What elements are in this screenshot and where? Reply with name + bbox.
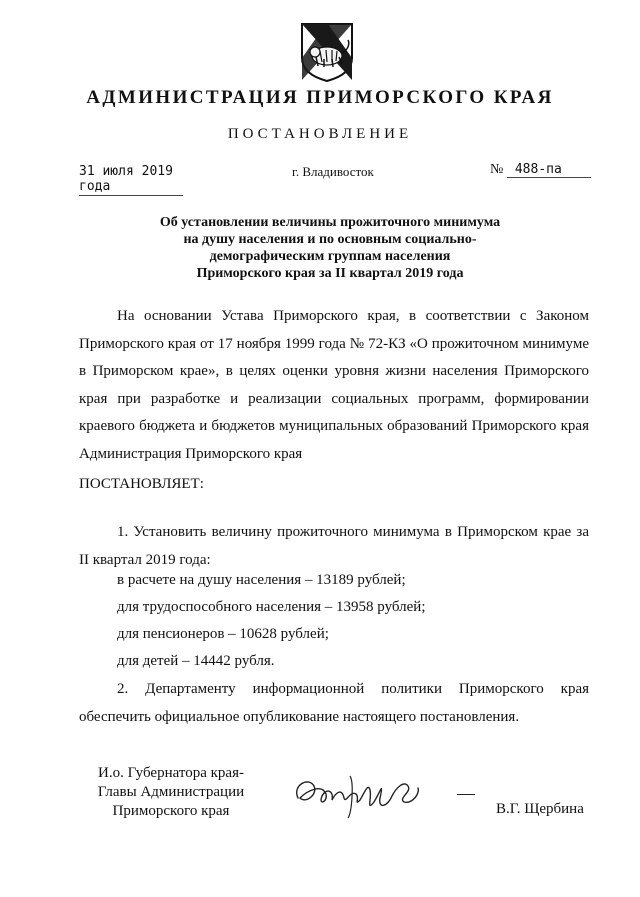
signature-dash	[457, 794, 475, 795]
title-line: демографическим группам населения	[209, 249, 451, 264]
signatory-name: В.Г. Щербина	[496, 801, 584, 817]
document-title	[80, 214, 580, 282]
item-2: 2. Департаменту информационной политики Приморского края обеспечить официальное опубликование настоящего постановления.	[79, 681, 589, 725]
coat-of-arms-icon	[298, 22, 356, 82]
document-date: 31 июля 2019 года	[79, 164, 183, 196]
subitem-pensioners: для пенсионеров – 10628 рублей;	[117, 626, 329, 642]
handwritten-signature	[288, 768, 438, 820]
signatory-title-line: Приморского края	[112, 803, 230, 819]
title-line: на душу населения и по основным социально-	[183, 232, 477, 247]
item-1: 1. Установить величину прожиточного минимума в Приморском крае за II квартал 2019 года:	[79, 524, 589, 568]
document-type: ПОСТАНОВЛЕНИЕ	[227, 126, 413, 142]
document-number	[490, 162, 591, 178]
number-sign: №	[490, 162, 504, 177]
number-value: 488-па	[507, 162, 591, 178]
signatory-title-line: Главы Администрации	[97, 784, 245, 800]
subitem-per-capita: в расчете на душу населения – 13189 рублей;	[117, 572, 406, 588]
document-city: г. Владивосток	[292, 164, 374, 179]
resolves-heading: ПОСТАНОВЛЯЕТ:	[79, 476, 204, 492]
title-line: Приморского края за II квартал 2019 года	[196, 266, 464, 281]
preamble-paragraph: На основании Устава Приморского края, в соответствии с Законом Приморского края от 17 ноября 1999 года № 72-КЗ «О прожиточном минимуме в Приморском крае», в целях оценки уровня жизни населения Приморского края при разработке и реализации социальных программ, формировании краевого бюджета и бюджетов муниципальных образований Приморского края Администрация Приморского края	[79, 308, 589, 462]
title-line: Об установлении величины прожиточного минимума	[159, 215, 501, 230]
signatory-title	[80, 764, 262, 821]
subitem-children: для детей – 14442 рубля.	[117, 653, 275, 669]
subitem-working-age: для трудоспособного населения – 13958 рублей;	[117, 599, 426, 615]
signatory-title-line: И.о. Губернатора края-	[98, 765, 244, 781]
agency-title: АДМИНИСТРАЦИЯ ПРИМОРСКОГО КРАЯ	[86, 87, 554, 108]
